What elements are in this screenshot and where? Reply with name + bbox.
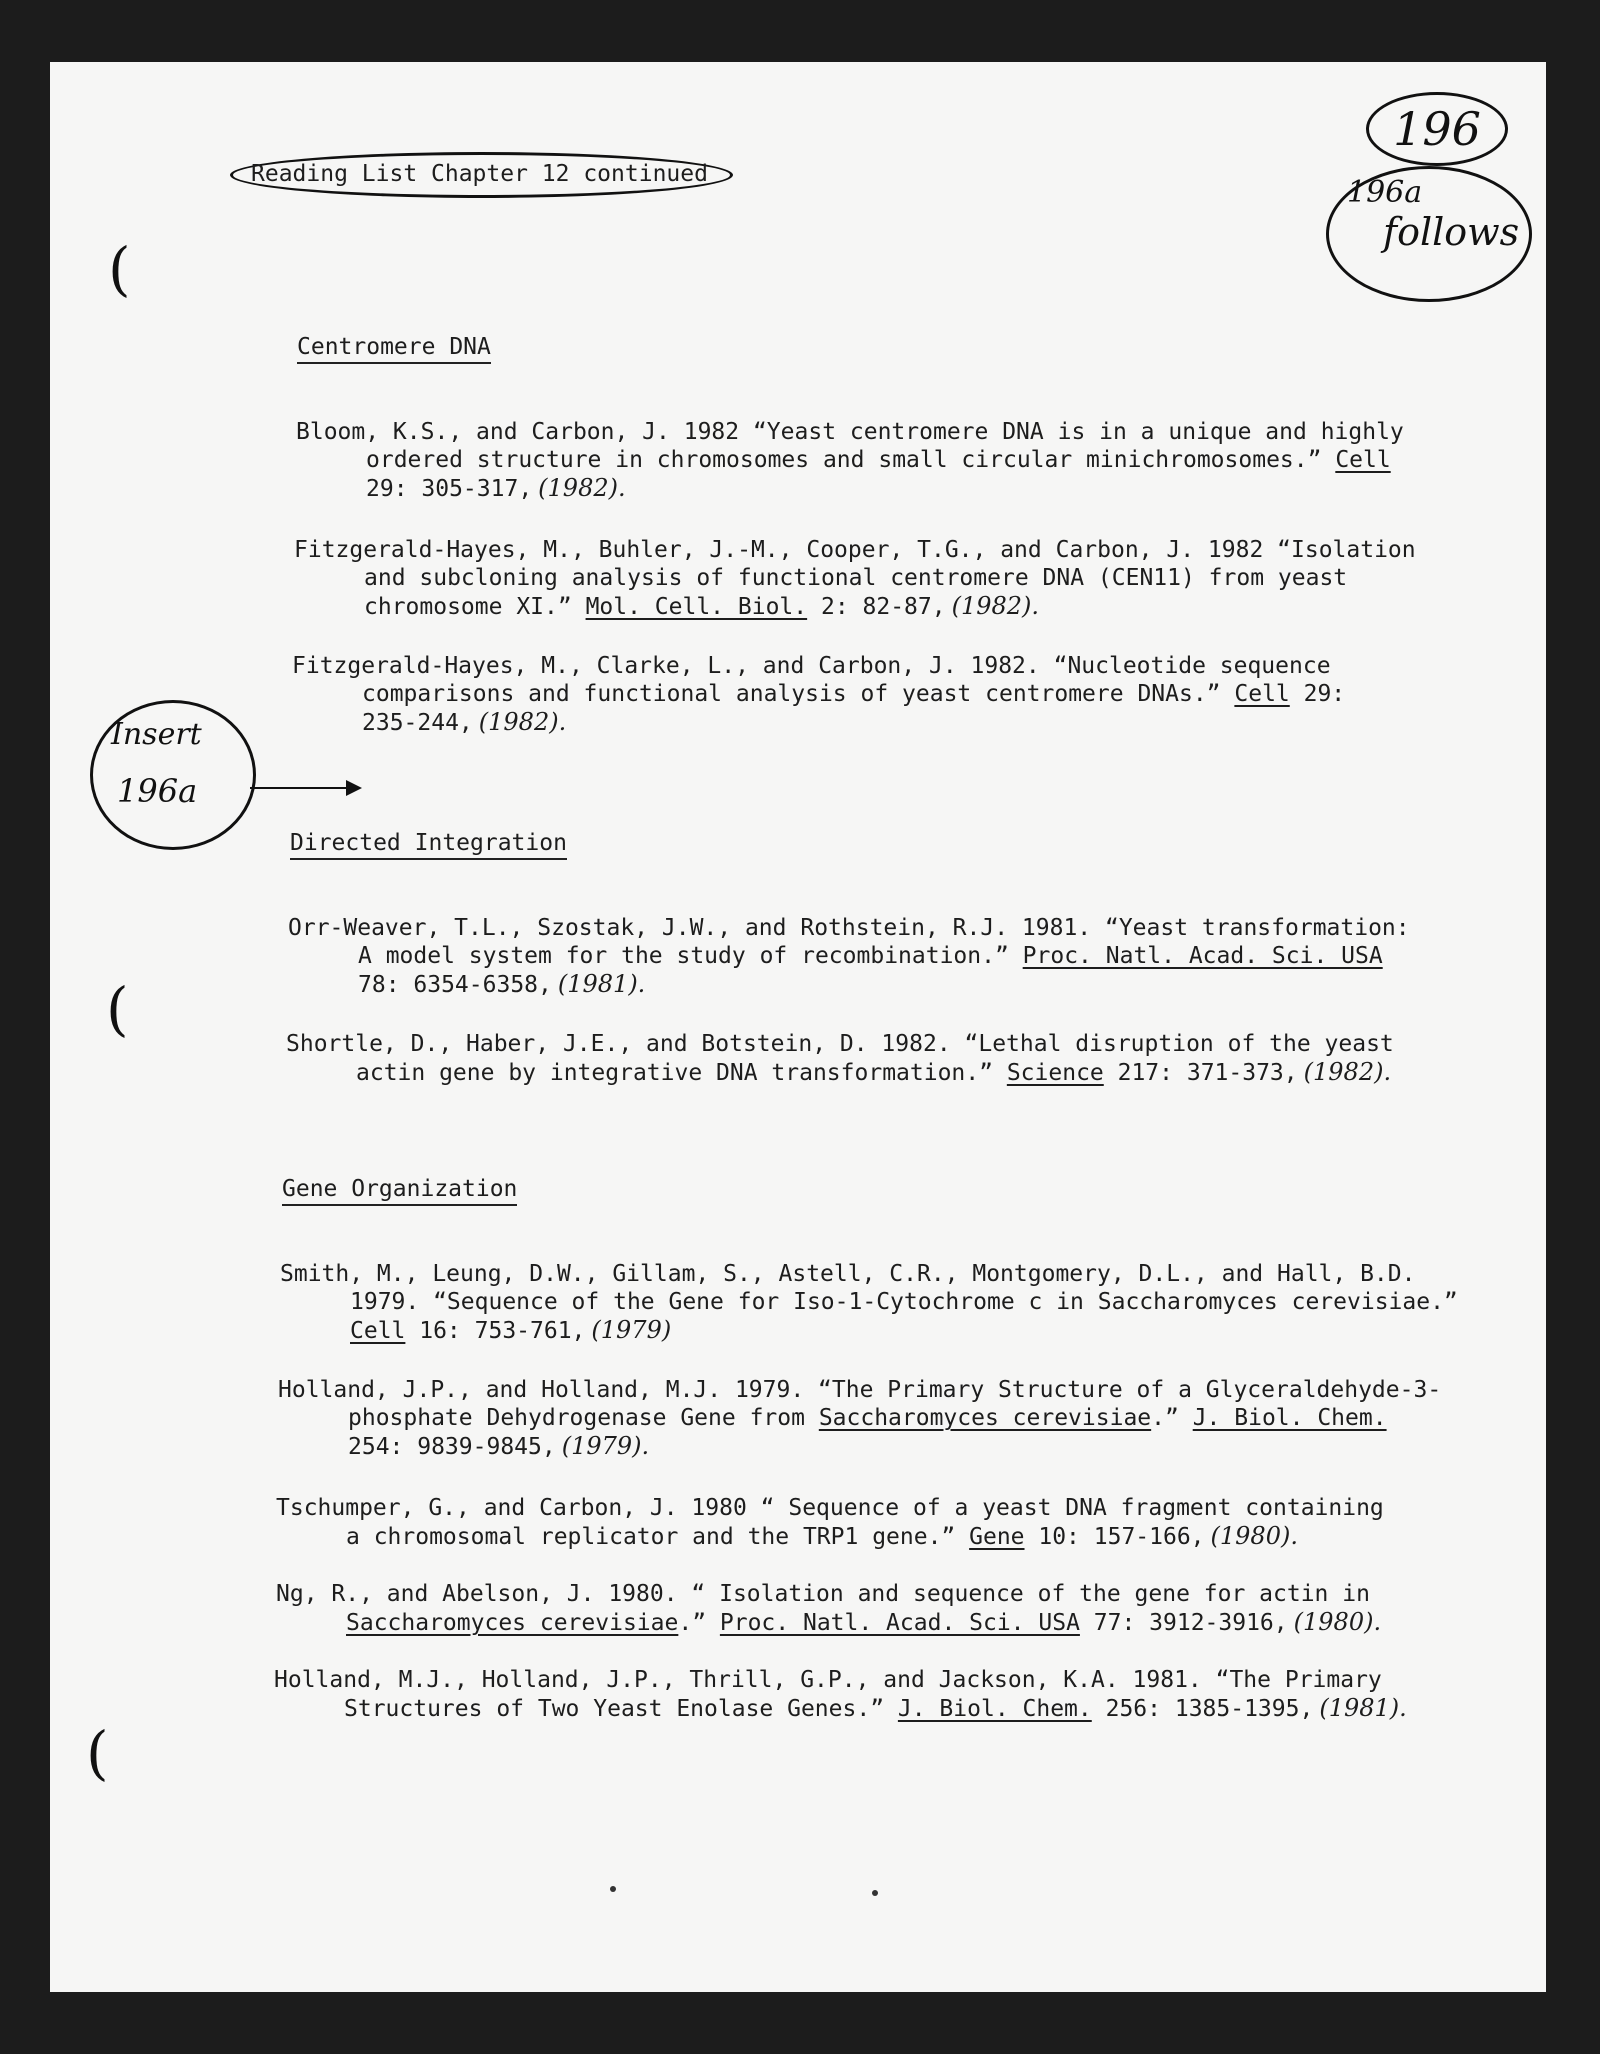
reference-line: Ng, R., and Abelson, J. 1980. “ Isolation and sequence of the gene for actin in	[276, 1581, 1370, 1607]
journal-name: Proc. Natl. Acad. Sci. USA	[719, 1610, 1080, 1636]
reference-entry	[296, 418, 1404, 503]
reference-text: actin gene by integrative DNA transformation.”	[356, 1060, 1007, 1086]
reference-line: Fitzgerald-Hayes, M., Clarke, L., and Carbon, J. 1982. “Nucleotide sequence	[292, 653, 1331, 679]
journal-name: Saccharomyces cerevisiae	[346, 1610, 679, 1636]
reference-line	[292, 680, 1345, 708]
handwritten-year: (1981).	[1319, 1694, 1407, 1722]
reference-text: .”	[678, 1610, 720, 1636]
reference-line	[286, 1058, 1394, 1087]
reference-text: 254: 9839-9845,	[348, 1434, 556, 1460]
page-title: Reading List Chapter 12 continued	[230, 152, 733, 198]
handwritten-year: (1979).	[561, 1432, 650, 1460]
reference-line	[288, 942, 1410, 970]
journal-name: Gene	[969, 1524, 1025, 1550]
reference-line	[296, 446, 1404, 474]
reference-entry	[278, 1376, 1441, 1461]
reference-text: 256: 1385-1395,	[1091, 1696, 1314, 1722]
insert-note-line1: Insert	[111, 717, 202, 752]
reference-text: a chromosomal replicator and the TRP1 gene.”	[346, 1524, 970, 1550]
handwritten-year: (1980).	[1293, 1608, 1382, 1636]
follows-note	[1326, 166, 1532, 302]
section-heading: Centromere DNA	[297, 334, 491, 364]
journal-name: Cell	[350, 1318, 406, 1344]
reference-entry	[280, 1260, 1458, 1345]
reference-text: ordered structure in chromosomes and small circular minichromosomes.”	[366, 447, 1336, 473]
follows-note-line2: follows	[1383, 210, 1520, 254]
reference-line: Bloom, K.S., and Carbon, J. 1982 “Yeast centromere DNA is in a unique and highly	[296, 419, 1404, 445]
reference-text: comparisons and functional analysis of yeast centromere DNAs.”	[362, 681, 1235, 707]
reference-entry	[294, 536, 1416, 621]
reference-line: Holland, J.P., and Holland, M.J. 1979. “The Primary Structure of a Glyceraldehyde-3-	[278, 1377, 1442, 1403]
reference-line	[274, 1694, 1407, 1723]
reference-text: 16: 753-761,	[405, 1318, 586, 1344]
page-number: 196	[1366, 92, 1508, 166]
binder-mark: (	[106, 975, 129, 1043]
reference-text: 29:	[1289, 681, 1346, 707]
reference-line: Smith, M., Leung, D.W., Gillam, S., Astell, C.R., Montgomery, D.L., and Hall, B.D.	[280, 1261, 1416, 1287]
reference-line: 1979. “Sequence of the Gene for Iso-1-Cytochrome c in Saccharomyces cerevisiae.”	[350, 1289, 1458, 1315]
reference-text: 2: 82-87,	[807, 594, 946, 620]
reference-text: 78: 6354-6358,	[358, 972, 552, 998]
reference-entry	[276, 1580, 1381, 1637]
reference-line: Orr-Weaver, T.L., Szostak, J.W., and Rothstein, R.J. 1981. “Yeast transformation:	[288, 915, 1410, 941]
journal-name: J. Biol. Chem.	[897, 1696, 1092, 1722]
handwritten-year: (1982).	[478, 708, 567, 736]
reference-line: and subcloning analysis of functional centromere DNA (CEN11) from yeast	[364, 565, 1348, 591]
reference-line: Shortle, D., Haber, J.E., and Botstein, D. 1982. “Lethal disruption of the yeast	[286, 1031, 1394, 1057]
reference-text: phosphate Dehydrogenase Gene from	[348, 1405, 819, 1431]
follows-note-line1: 196a	[1347, 175, 1423, 210]
reference-text: chromosome XI.”	[364, 594, 586, 620]
reference-line	[276, 1608, 1381, 1637]
journal-name: Mol. Cell. Biol.	[585, 594, 808, 620]
reference-line	[294, 592, 1416, 621]
section-heading: Gene Organization	[282, 1176, 517, 1206]
journal-name: Science	[1006, 1060, 1104, 1086]
insert-note	[90, 700, 256, 850]
reference-entry	[274, 1666, 1407, 1723]
reference-line	[276, 1522, 1384, 1551]
speck	[872, 1890, 878, 1896]
reference-entry	[292, 652, 1345, 737]
reference-line: Fitzgerald-Hayes, M., Buhler, J.-M., Cooper, T.G., and Carbon, J. 1982 “Isolation	[294, 537, 1416, 563]
reference-line	[278, 1432, 1441, 1461]
reference-line: Tschumper, G., and Carbon, J. 1980 “ Sequence of a yeast DNA fragment containing	[276, 1495, 1384, 1521]
reference-text: 217: 371-373,	[1103, 1060, 1298, 1086]
reference-entry	[276, 1494, 1384, 1551]
reference-line	[296, 474, 1404, 503]
insert-arrow	[250, 787, 360, 789]
handwritten-year: (1980).	[1210, 1522, 1298, 1550]
reference-line	[280, 1316, 1458, 1345]
reference-text: 235-244,	[362, 710, 473, 736]
journal-name: Cell	[1234, 681, 1290, 707]
handwritten-year: (1982).	[951, 592, 1040, 620]
reference-line	[292, 708, 1345, 737]
reference-text: 77: 3912-3916,	[1079, 1610, 1288, 1636]
reference-text: A model system for the study of recombination.”	[358, 943, 1023, 969]
reference-line: Holland, M.J., Holland, J.P., Thrill, G.P., and Jackson, K.A. 1981. “The Primary	[274, 1667, 1382, 1693]
journal-name: Cell	[1335, 447, 1391, 473]
reference-text: 29: 305-317,	[366, 476, 533, 502]
reference-text: Structures of Two Yeast Enolase Genes.”	[344, 1696, 898, 1722]
reference-entry	[288, 914, 1410, 999]
journal-name: Saccharomyces cerevisiae	[818, 1405, 1152, 1431]
reference-line	[288, 970, 1410, 999]
insert-note-line2: 196a	[117, 772, 198, 810]
speck	[610, 1886, 616, 1892]
handwritten-year: (1981).	[557, 970, 646, 998]
handwritten-year: (1979)	[591, 1316, 672, 1344]
reference-text: 10: 157-166,	[1024, 1524, 1205, 1550]
binder-mark: (	[86, 1719, 109, 1787]
reference-line	[278, 1404, 1441, 1432]
handwritten-year: (1982).	[1303, 1058, 1392, 1086]
handwritten-year: (1982).	[538, 474, 626, 502]
reference-text: .”	[1151, 1405, 1193, 1431]
journal-name: J. Biol. Chem.	[1192, 1405, 1387, 1431]
binder-mark: (	[108, 235, 131, 303]
insert-arrow-head	[346, 780, 362, 796]
reference-entry	[286, 1030, 1394, 1087]
section-heading: Directed Integration	[290, 830, 567, 860]
journal-name: Proc. Natl. Acad. Sci. USA	[1022, 943, 1383, 969]
